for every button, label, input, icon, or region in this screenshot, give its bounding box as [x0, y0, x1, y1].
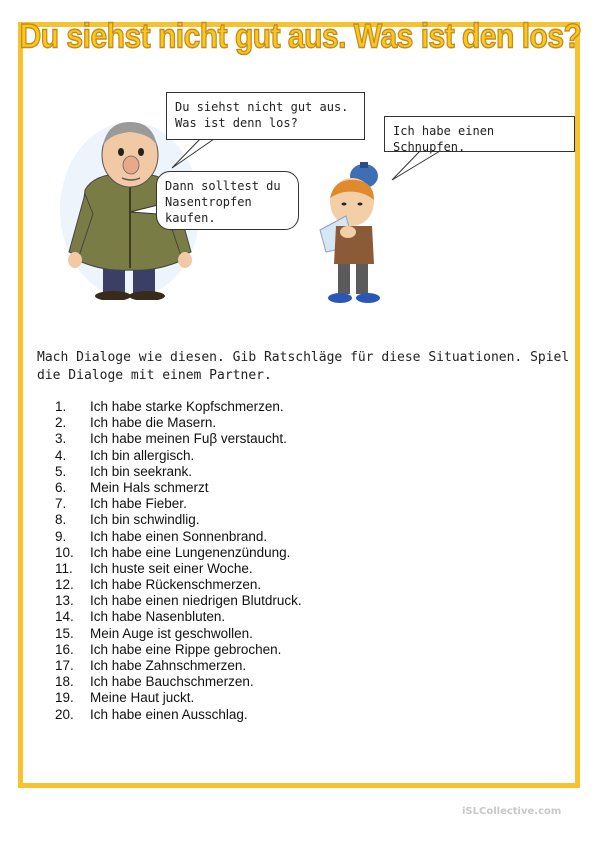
list-item: 20. Ich habe einen Ausschlag. — [55, 706, 248, 722]
list-item: 19. Meine Haut juckt. — [55, 690, 195, 706]
speech-bubble-question: Du siehst nicht gut aus. Was ist denn los? — [166, 92, 365, 140]
list-item: 13. Ich habe einen niedrigen Blutdruck. — [55, 593, 302, 609]
list-item: 18. Ich habe Bauchschmerzen. — [55, 674, 254, 690]
list-item: 3. Ich habe meinen Fuβ verstaucht. — [55, 431, 287, 447]
bubble-tails — [0, 0, 601, 320]
speech-bubble-advice: Dann solltest du Nasentropfen kaufen. — [156, 171, 299, 230]
list-item: 15. Mein Auge ist geschwollen. — [55, 625, 253, 641]
situation-list — [55, 399, 302, 723]
list-item: 7. Ich habe Fieber. — [55, 496, 187, 512]
list-item: 9. Ich habe einen Sonnenbrand. — [55, 528, 268, 544]
list-item: 14. Ich habe Nasenbluten. — [55, 609, 226, 625]
worksheet-title: Du siehst nicht gut aus. Was ist den los? — [19, 17, 582, 56]
watermark: iSLCollective.com — [462, 806, 562, 817]
list-item: 12. Ich habe Rückenschmerzen. — [55, 577, 262, 593]
list-item: 8. Ich bin schwindlig. — [55, 512, 200, 528]
list-item: 2. Ich habe die Masern. — [55, 415, 217, 431]
speech-bubble-answer: Ich habe einen Schnupfen. — [384, 116, 575, 152]
instruction-text: Mach Dialoge wie diesen. Gib Ratschläge für diese Situationen. Spiel die Dialoge mit einem Partner. — [37, 350, 570, 383]
list-item: 17. Ich habe Zahnschmerzen. — [55, 658, 247, 673]
list-item: 5. Ich bin seekrank. — [55, 463, 193, 479]
list-item: 16. Ich habe eine Rippe gebrochen. — [55, 641, 282, 657]
list-item: 11. Ich huste seit einer Woche. — [55, 560, 253, 576]
list-item: 6. Mein Hals schmerzt — [55, 479, 209, 495]
list-item: 4. Ich bin allergisch. — [55, 447, 195, 463]
list-item: 1. Ich habe starke Kopfschmerzen. — [55, 399, 284, 414]
list-item: 10. Ich habe eine Lungenenzündung. — [55, 544, 291, 560]
